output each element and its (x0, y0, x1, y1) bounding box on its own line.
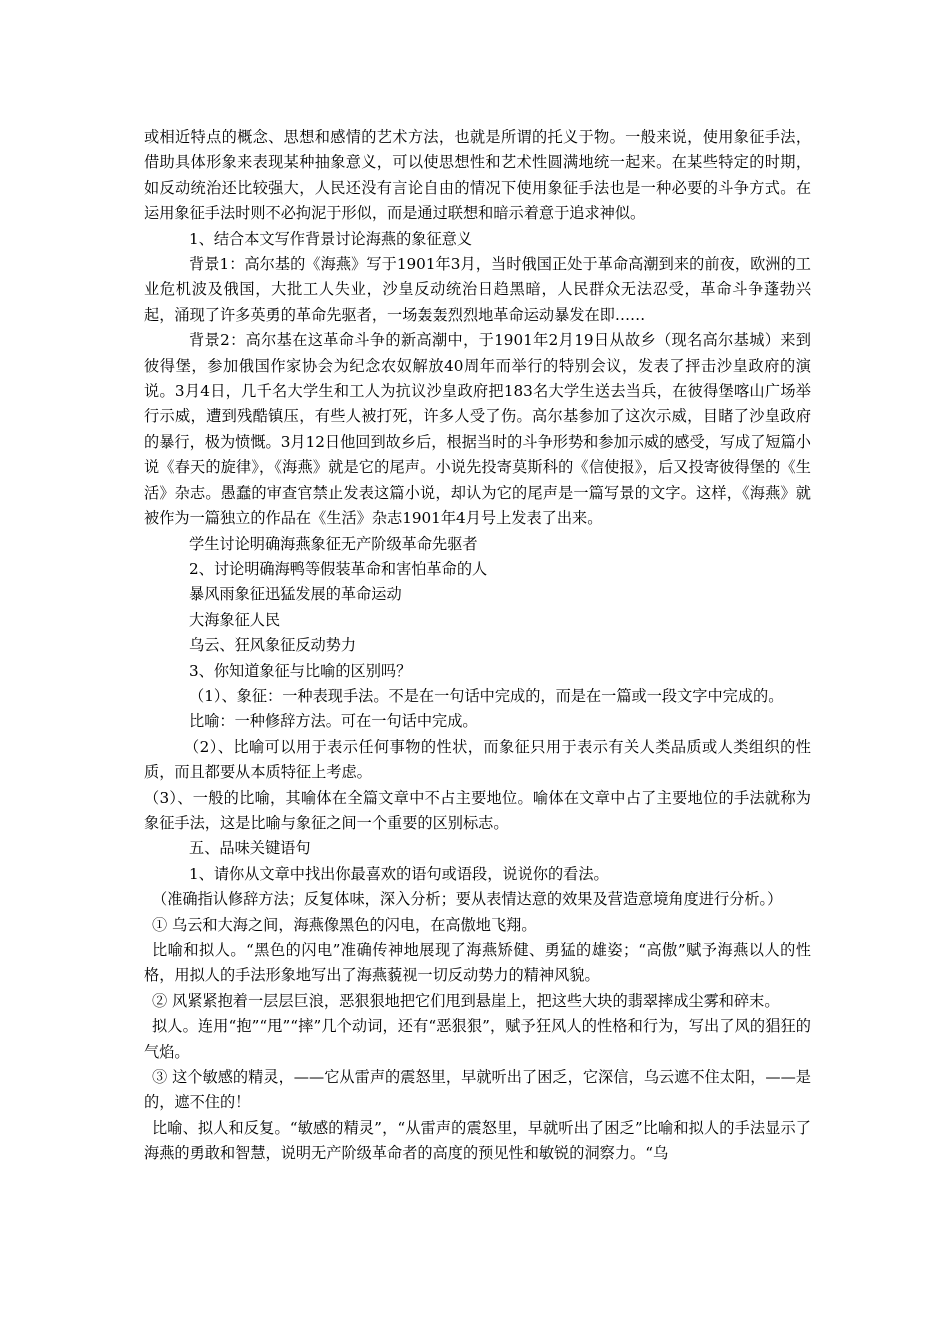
quote-sentence-2: ② 风紧紧抱着一层层巨浪，恶狠狠地把它们甩到悬崖上，把这些大块的翡翠摔成尘雾和碎末。 (152, 991, 780, 1010)
line-task-1: 1、请你从文章中找出你最喜欢的语句或语段，说说你的看法。 (189, 864, 609, 883)
analysis-sentence-3: 比喻、拟人和反复。“敏感的精灵”，“从雷声的震怒里，早就听出了困乏”比喻和拟人的手法显示了海燕的勇敢和智慧，说明无产阶级革命者的高度的预见性和敏锐的洞察力。“乌 (144, 1118, 811, 1163)
quote-sentence-1: ① 乌云和大海之间，海燕像黑色的闪电，在高傲地飞翔。 (152, 915, 537, 934)
paragraph-background-2: 背景2：高尔基在这革命斗争的新高潮中，于1901年2月19日从故乡（现名高尔基城）来到彼得堡，参加俄国作家协会为纪念农奴解放40周年而举行的特别会议，发表了抨击沙皇政府的演说。3月4日，几千名大学生和工人为抗议沙皇政府把183名大学生送去当兵，在彼得堡喀山广场举行示威，遭到残酷镇压，有些人被打死，许多人受了伤。高尔基参加了这次示威，目睹了沙皇政府的暴行，极为愤慨。3月12日他回到故乡后，根据当时的斗争形势和参加示威的感受，写成了短篇小说《春天的旋律》，《海燕》就是它的尾声。小说先投寄莫斯科的《信使报》，后又投寄彼得堡的《生活》杂志。愚蠢的审查官禁止发表这篇小说，却认为它的尾声是一篇写景的文字。这样，《海燕》就被作为一篇独立的作品在《生活》杂志1901年4月号上发表了出来。 (144, 331, 811, 528)
paragraph-symbolism-definition: 或相近特点的概念、思想和感情的艺术方法，也就是所谓的托义于物。一般来说，使用象征手法，借助具体形象来表现某种抽象意义，可以使思想性和艺术性圆满地统一起来。在某些特定的时期，如反动统治还比较强大，人民还没有言论自由的情况下使用象征手法也是一种必要的斗争方式。在运用象征手法时则不必拘泥于形似，而是通过联想和暗示着意于追求神似。 (144, 128, 811, 223)
paragraph-difference-3: （3）、一般的比喻，其喻体在全篇文章中不占主要地位。喻体在文章中占了主要地位的手法就称为象征手法，这是比喻与象征之间一个重要的区别标志。 (144, 788, 811, 832)
analysis-sentence-1: 比喻和拟人。“黑色的闪电”准确传神地展现了海燕矫健、勇猛的雄姿；“高傲”赋予海燕以人的性格，用拟人的手法形象地写出了海燕藐视一切反动势力的精神风貌。 (144, 941, 811, 985)
heading-discussion-1: 1、结合本文写作背景讨论海燕的象征意义 (189, 229, 473, 248)
line-discussion-2: 2、讨论明确海鸭等假装革命和害怕革命的人 (189, 559, 488, 578)
line-symbol-technique: （1）、象征：一种表现手法。不是在一句话中完成的，而是在一篇或一段文字中完成的。 (189, 686, 784, 705)
line-clouds-symbol: 乌云、狂风象征反动势力 (189, 636, 357, 655)
analysis-sentence-2: 拟人。连用“抱”“甩”“摔”几个动词，还有“恶狠狠”，赋予狂风人的性格和行为，写出了风的猖狂的气焰。 (144, 1017, 811, 1061)
heading-section-five: 五、品味关键语句 (189, 839, 311, 858)
line-storm-symbol: 暴风雨象征迅猛发展的革命运动 (189, 585, 402, 604)
paragraph-difference-2: （2）、比喻可以用于表示任何事物的性状，而象征只用于表示有关人类品质或人类组织的性质，而且都要从本质特征上考虑。 (144, 737, 811, 782)
line-question-3: 3、你知道象征与比喻的区别吗？ (189, 661, 412, 680)
quote-sentence-3: ③ 这个敏感的精灵，——它从雷声的震怒里，早就听出了困乏，它深信，乌云遮不住太阳，——是的，遮不住的！ (144, 1068, 811, 1112)
paragraph-background-1: 背景1：高尔基的《海燕》写于1901年3月，当时俄国正处于革命高潮到来的前夜，欧洲的工业危机波及俄国，大批工人失业，沙皇反动统治日趋黑暗，人民群众无法忍受，革命斗争蓬勃兴起，涌现了许多英勇的革命先驱者，一场轰轰烈烈地革命运动暴发在即…… (144, 255, 811, 324)
line-sea-symbol: 大海象征人民 (189, 610, 281, 629)
line-metaphor-rhetoric: 比喻：一种修辞方法。可在一句话中完成。 (189, 712, 478, 731)
document-page (144, 125, 811, 1167)
line-petrel-symbol: 学生讨论明确海燕象征无产阶级革命先驱者 (189, 534, 478, 553)
paragraph-task-hint: （准确指认修辞方法；反复体味，深入分析；要从表情达意的效果及营造意境角度进行分析。） (152, 890, 783, 909)
